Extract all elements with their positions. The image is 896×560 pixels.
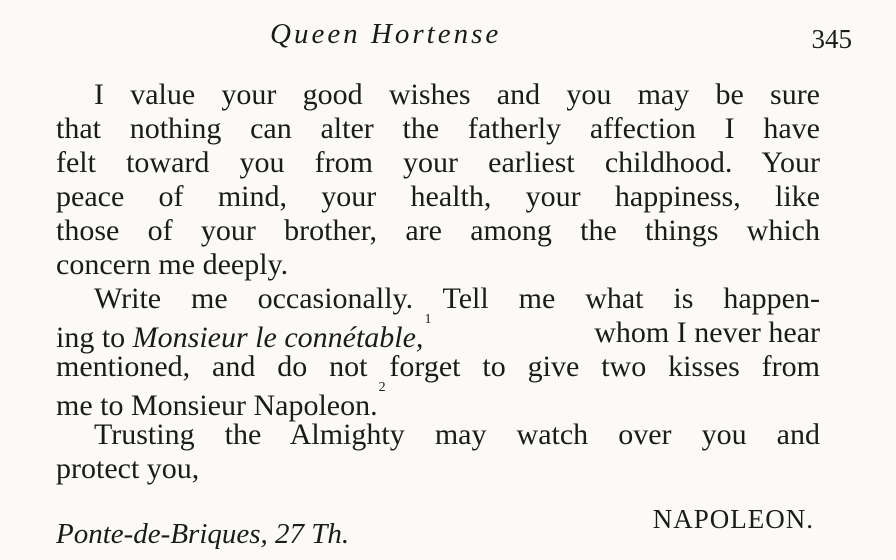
paragraph-1-line-6: concern me deeply. [56,248,289,281]
footnote-marker-1: 1 [424,312,432,327]
running-head: Queen Hortense [270,18,502,50]
dateline: Ponte-de-Briques, 27 Th. [56,518,350,550]
paragraph-2-line-2-prefix: ing to [56,321,133,354]
letter-body [56,78,820,536]
paragraph-2-line-4 [56,380,820,422]
paragraph-1-line-4: peace of mind, your health, your happiness, like [56,180,820,213]
paragraph-2-line-2-suffix: whom I never hear [586,316,820,349]
paragraph-2-line-4-text: me to Monsieur Napoleon. [56,389,378,422]
paragraph-2-line-3: mentioned, and do not forget to give two kisses from [56,350,820,383]
paragraph-1-line-2: that nothing can alter the fatherly affection I have [56,112,820,145]
paragraph-2-line-1: Write me occasionally. Tell me what is happen- [94,282,820,315]
page-number: 345 [811,24,852,54]
paragraph-1-line-5: those of your brother, are among the things which [56,214,820,247]
monsieur-le-connetable-italic: Monsieur le connétable, [132,321,424,354]
paragraph-2-line-2 [56,312,820,354]
paragraph-1-line-1: I value your good wishes and you may be sure [94,78,820,111]
paragraph-1-line-3: felt toward you from your earliest childhood. Your [56,146,820,179]
paragraph-2-line-2-left [56,312,432,354]
paragraph-3-line-1: Trusting the Almighty may watch over you and [94,418,820,451]
signature: NAPOLEON. [652,504,814,534]
footnote-marker-2: 2 [378,380,386,395]
paragraph-3-line-2: protect you, [56,452,200,485]
